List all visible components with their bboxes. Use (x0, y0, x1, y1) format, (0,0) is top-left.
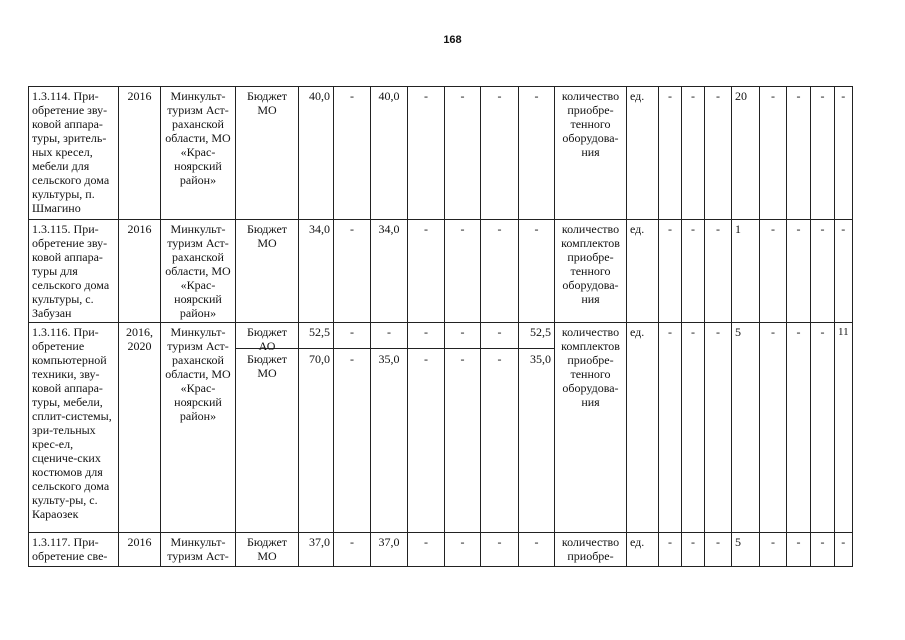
table-row (29, 220, 853, 323)
y2019-b: - (497, 352, 502, 366)
year-value-cell: 34,0 (371, 220, 408, 323)
y2018-a: - (445, 323, 480, 349)
indicator-value-cell: - (760, 323, 787, 533)
indicator-value-cell: - (811, 87, 835, 220)
indicator-value-cell: - (787, 220, 811, 323)
indicator-value-cell: - (705, 220, 732, 323)
year-value-cell: - (445, 220, 481, 323)
year-value-cell (371, 323, 408, 533)
year-value-cell (445, 323, 481, 533)
indicator-value-cell: - (760, 220, 787, 323)
year-value-cell: - (408, 87, 445, 220)
year-value-cell: - (408, 220, 445, 323)
year-value-cell: - (334, 533, 371, 567)
total-cell: 37,0 (299, 533, 334, 567)
indicator-cell: количество комплектов приобре-тенного оборудова-ния (555, 220, 627, 323)
indicator-value-cell: - (659, 87, 682, 220)
indicator-value-cell: - (659, 323, 682, 533)
year-value-cell: - (481, 533, 519, 567)
indicator-value-cell: - (760, 87, 787, 220)
year-value-cell (481, 323, 519, 533)
source-cell: Бюджет МО (236, 220, 299, 323)
source-a: Бюджет АО (236, 323, 298, 349)
executor-cell: Минкульт-туризм Аст-раханской области, МО «Крас-ноярский район» (161, 323, 236, 533)
year-value-cell (334, 323, 371, 533)
total-cell: 34,0 (299, 220, 334, 323)
y2015-a: - (334, 323, 370, 349)
indicator-value-cell: - (811, 220, 835, 323)
indicator-value-cell: - (659, 533, 682, 567)
year-value-cell: - (445, 87, 481, 220)
indicator-value-cell: - (659, 220, 682, 323)
year-value-cell (519, 323, 555, 533)
unit-cell: ед. (627, 323, 659, 533)
y2017-a: - (408, 323, 444, 349)
indicator-value-cell: - (705, 533, 732, 567)
measure-name: 1.3.116. При-обретение компьютерной техники, зву-ковой аппара-туры, мебели, сплит-системы, зри-тельных крес-ел, сцениче-ских костюмов для сельского дома культу-ры, с. Караозек (29, 323, 119, 533)
indicator-value-cell: - (682, 533, 705, 567)
indicator-cell: количество приобре- (555, 533, 627, 567)
executor-cell: Минкульт-туризм Аст- (161, 533, 236, 567)
year-value-cell: - (334, 87, 371, 220)
total-cell: 40,0 (299, 87, 334, 220)
y2020-b: 35,0 (530, 352, 551, 366)
indicator-value-cell: 11 (835, 323, 853, 533)
unit-cell: ед. (627, 220, 659, 323)
year-value-cell: - (445, 533, 481, 567)
indicator-value-cell: - (682, 87, 705, 220)
source-cell: Бюджет МО (236, 87, 299, 220)
y2015-b: - (350, 352, 354, 366)
year-value-cell: - (481, 220, 519, 323)
source-b: Бюджет МО (246, 352, 288, 380)
y2016-b: 35,0 (378, 352, 400, 366)
source-cell (236, 323, 299, 533)
measure-name: 1.3.117. При-обретение све- (29, 533, 119, 567)
indicator-value-cell: - (705, 323, 732, 533)
source-cell: Бюджет МО (236, 533, 299, 567)
indicator-value-cell: 20 (732, 87, 760, 220)
year-value-cell: 40,0 (371, 87, 408, 220)
indicator-value-cell: - (682, 220, 705, 323)
indicator-value-cell: - (811, 533, 835, 567)
unit-cell: ед. (627, 87, 659, 220)
indicator-value-cell: - (835, 220, 853, 323)
table-row (29, 87, 853, 220)
total-a: 52,5 (299, 323, 333, 349)
indicator-value-cell: 5 (732, 533, 760, 567)
program-table (28, 86, 853, 567)
year-value-cell: - (519, 533, 555, 567)
unit-cell: ед. (627, 533, 659, 567)
indicator-value-cell: - (787, 323, 811, 533)
year-cell: 2016 (119, 87, 161, 220)
page-number: 168 (443, 34, 462, 46)
indicator-value-cell: - (835, 533, 853, 567)
measure-name: 1.3.114. При-обретение зву-ковой аппара-туры, зритель-ных кресел, мебели для сельского дома культуры, п. Шмагино (29, 87, 119, 220)
executor-cell: Минкульт-туризм Аст-раханской области, МО «Крас-ноярский район» (161, 220, 236, 323)
year-value-cell: - (519, 87, 555, 220)
total-cell (299, 323, 334, 533)
year-value-cell: - (519, 220, 555, 323)
indicator-cell: количество комплектов приобре-тенного оборудова-ния (555, 323, 627, 533)
y2018-b: - (460, 352, 465, 366)
total-b: 70,0 (309, 352, 330, 366)
table-row (29, 323, 853, 533)
year-value-cell (408, 323, 445, 533)
y2016-a: - (371, 323, 407, 349)
table-row (29, 533, 853, 567)
indicator-value-cell: - (835, 87, 853, 220)
year-cell: 2016, 2020 (119, 323, 161, 533)
indicator-value-cell: - (787, 533, 811, 567)
executor-cell: Минкульт-туризм Аст-раханской области, МО «Крас-ноярский район» (161, 87, 236, 220)
indicator-value-cell: - (682, 323, 705, 533)
y2019-a: - (481, 323, 518, 349)
indicator-cell: количество приобре-тенного оборудова-ния (555, 87, 627, 220)
year-value-cell: - (408, 533, 445, 567)
measure-name: 1.3.115. При-обретение зву-ковой аппара-туры для сельского дома культуры, с. Забузан (29, 220, 119, 323)
year-value-cell: 37,0 (371, 533, 408, 567)
y2020-a: 52,5 (519, 323, 554, 349)
year-value-cell: - (334, 220, 371, 323)
indicator-value-cell: - (705, 87, 732, 220)
indicator-value-cell: - (787, 87, 811, 220)
year-cell: 2016 (119, 220, 161, 323)
year-cell: 2016 (119, 533, 161, 567)
indicator-value-cell: - (760, 533, 787, 567)
y2017-b: - (424, 352, 428, 366)
indicator-value-cell: 5 (732, 323, 760, 533)
indicator-value-cell: - (811, 323, 835, 533)
indicator-value-cell: 1 (732, 220, 760, 323)
year-value-cell: - (481, 87, 519, 220)
